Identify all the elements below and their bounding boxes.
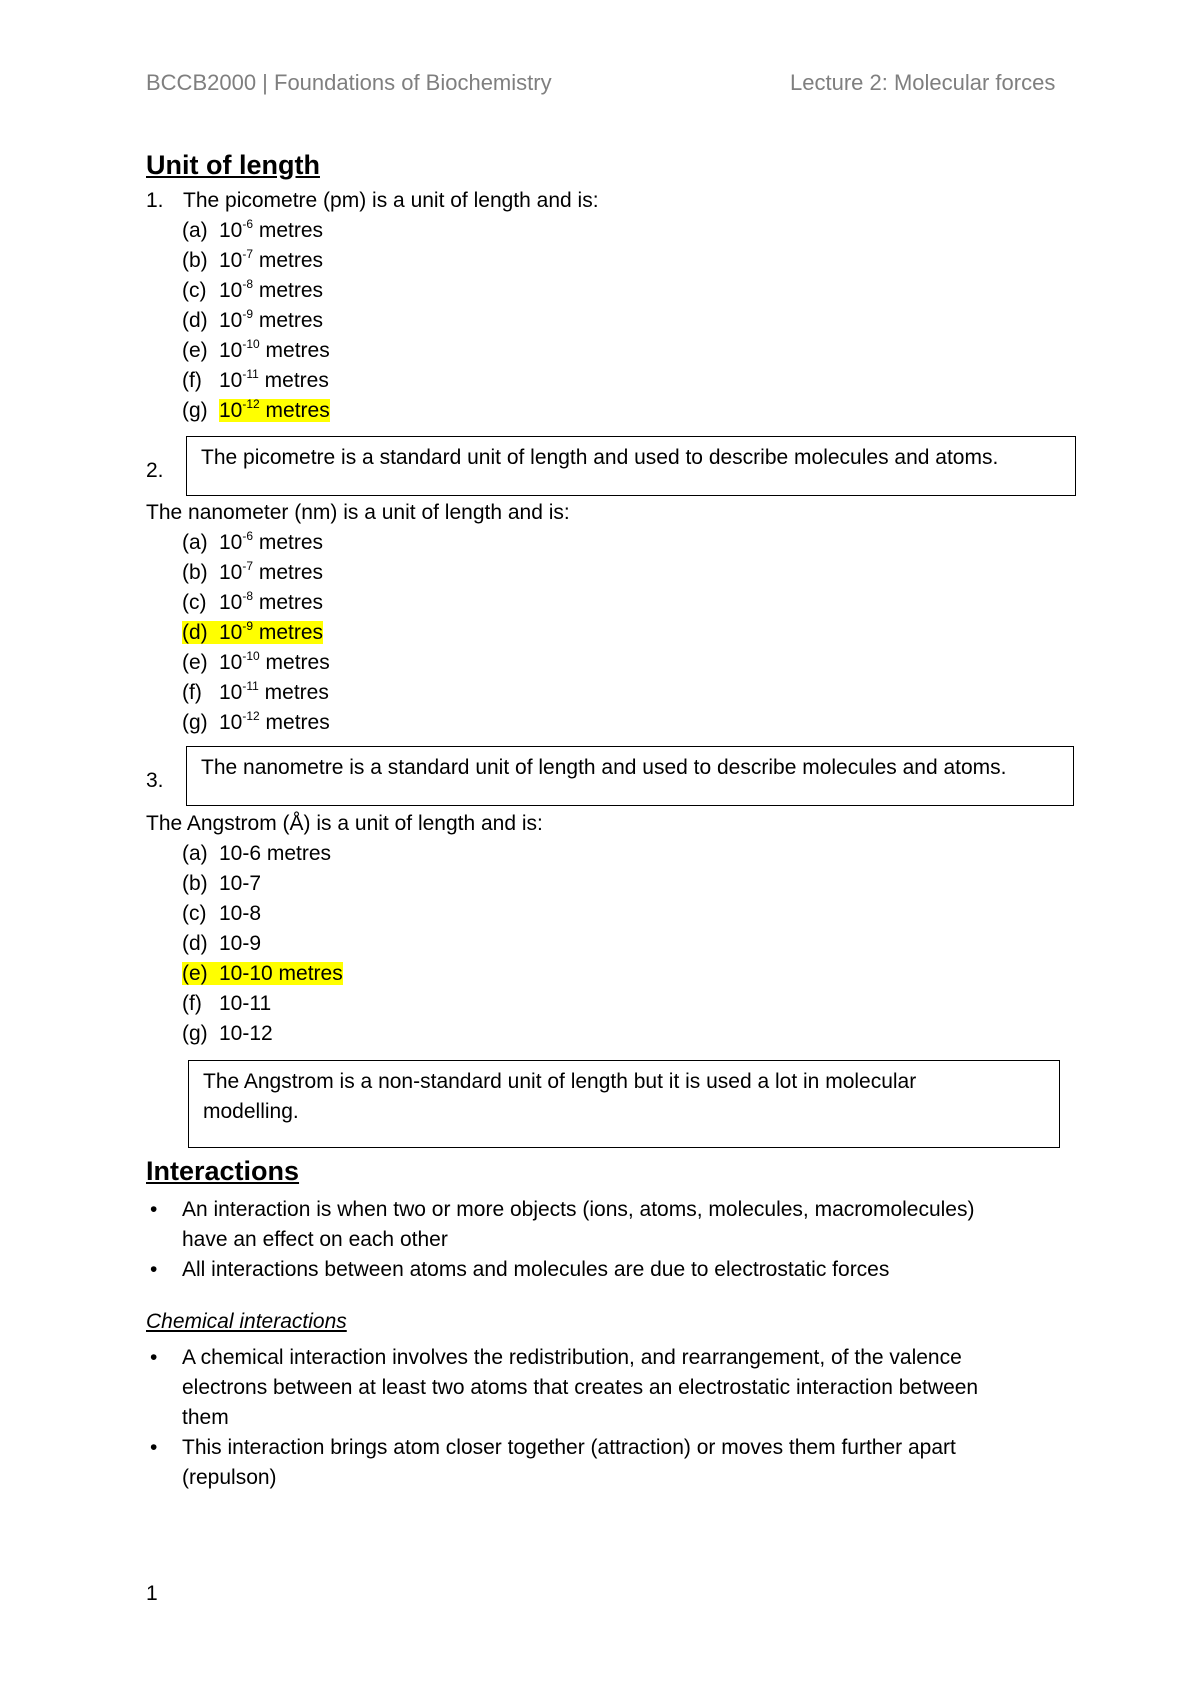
option-unit: metres (253, 531, 324, 554)
question-text: The picometre (pm) is a unit of length and is: (183, 189, 599, 212)
option-base: 10 (219, 339, 243, 362)
option-content (182, 369, 329, 392)
option-exponent: -6 (242, 217, 254, 231)
answer-option (182, 218, 323, 244)
option-unit: metres (259, 399, 330, 422)
correct-answer-highlight (182, 621, 323, 644)
option-unit: metres (253, 591, 324, 614)
option-base: 10 (219, 531, 243, 554)
option-value: 10-7 (219, 872, 262, 895)
option-base: 10 (219, 309, 243, 332)
option-base: 10 (219, 621, 243, 644)
option-content (182, 279, 323, 302)
question-3-number: 3. (146, 769, 164, 792)
option-content (182, 711, 330, 734)
option-value: 10-12 (219, 1022, 273, 1045)
answer-option (182, 398, 330, 424)
answer-option (182, 931, 261, 957)
option-unit: metres (258, 681, 329, 704)
option-content (182, 219, 323, 242)
page-number: 1 (146, 1582, 158, 1605)
bullet-text (182, 1195, 974, 1255)
option-label: (e) (182, 651, 208, 674)
option-base: 10 (219, 399, 243, 422)
bullet-dot: • (150, 1436, 158, 1459)
option-unit: metres (259, 711, 330, 734)
option-base: 10 (219, 681, 243, 704)
answer-option (182, 590, 323, 616)
option-label: (b) (182, 561, 208, 584)
option-content (182, 249, 323, 272)
bullet-text (182, 1255, 889, 1285)
option-content (182, 872, 261, 895)
header-course: BCCB2000 | Foundations of Biochemistry (146, 70, 552, 95)
answer-option (182, 308, 323, 334)
answer-option (182, 1021, 273, 1047)
option-content (182, 1022, 273, 1045)
answer-option (182, 338, 330, 364)
option-label: (c) (182, 279, 207, 302)
option-unit: metres (253, 561, 324, 584)
option-label: (d) (182, 932, 208, 955)
option-exponent: -10 (242, 337, 260, 351)
option-label: (c) (182, 902, 207, 925)
option-content (182, 531, 323, 554)
option-exponent: -7 (242, 559, 254, 573)
option-label: (d) (182, 621, 208, 644)
answer-option (182, 991, 271, 1017)
bullet-text (182, 1343, 978, 1433)
option-unit: metres (253, 219, 324, 242)
option-unit: metres (253, 309, 324, 332)
option-content (182, 992, 271, 1015)
option-exponent: -10 (242, 649, 260, 663)
option-value: 10-6 metres (219, 842, 332, 865)
answer-option (182, 871, 261, 897)
option-content (182, 309, 323, 332)
question-number: 1. (146, 189, 164, 212)
option-label: (e) (182, 962, 208, 985)
bullet-text-line: (repulson) (182, 1466, 277, 1489)
option-content (182, 842, 331, 865)
answer-option (182, 278, 323, 304)
note-box-nanometre (186, 746, 1074, 806)
note-text-line-1: The Angstrom is a non-standard unit of length but it is used a lot in molecular (203, 1070, 917, 1093)
note-text-line-2: modelling. (203, 1100, 299, 1123)
option-label: (g) (182, 1022, 208, 1045)
option-base: 10 (219, 249, 243, 272)
question-2-text: The nanometer (nm) is a unit of length and is: (146, 501, 570, 524)
option-value: 10-10 metres (219, 962, 343, 985)
option-label: (g) (182, 711, 208, 734)
option-base: 10 (219, 591, 243, 614)
question-1 (146, 188, 599, 214)
section-title-unit-of-length: Unit of length (146, 150, 320, 180)
option-base: 10 (219, 219, 243, 242)
subheading-chemical-interactions: Chemical interactions (146, 1310, 347, 1333)
option-exponent: -12 (242, 709, 260, 723)
bullet-text-line: electrons between at least two atoms that creates an electrostatic interaction between (182, 1376, 979, 1399)
option-base: 10 (219, 279, 243, 302)
option-exponent: -8 (242, 589, 254, 603)
option-base: 10 (219, 711, 243, 734)
option-label: (a) (182, 842, 208, 865)
option-label: (f) (182, 681, 202, 704)
bullet-text-line: All interactions between atoms and molecules are due to electrostatic forces (182, 1258, 890, 1281)
option-label: (e) (182, 339, 208, 362)
option-value: 10-9 (219, 932, 262, 955)
bullet-text (182, 1433, 956, 1493)
option-label: (c) (182, 591, 207, 614)
option-content (182, 561, 323, 584)
option-content (182, 932, 261, 955)
option-value: 10-8 (219, 902, 262, 925)
answer-option (182, 530, 323, 556)
option-label: (f) (182, 992, 202, 1015)
option-label: (b) (182, 249, 208, 272)
note-box-picometre (186, 436, 1076, 496)
bullet-text-line: An interaction is when two or more objects (ions, atoms, molecules, macromolecules) (182, 1198, 975, 1221)
answer-option (182, 650, 330, 676)
answer-option (182, 680, 329, 706)
question-3-text: The Angstrom (Å) is a unit of length and is: (146, 812, 543, 835)
note-box-angstrom (188, 1060, 1060, 1148)
header-lecture: Lecture 2: Molecular forces (790, 70, 1056, 95)
option-exponent: -11 (242, 367, 259, 381)
option-content (182, 591, 323, 614)
answer-option (182, 248, 323, 274)
answer-option (182, 560, 323, 586)
option-label: (a) (182, 531, 208, 554)
option-content (182, 339, 330, 362)
option-content (182, 651, 330, 674)
option-exponent: -9 (242, 307, 254, 321)
option-content (182, 681, 329, 704)
answer-option (182, 841, 331, 867)
option-exponent: -8 (242, 277, 254, 291)
answer-option (182, 901, 261, 927)
option-exponent: -6 (242, 529, 254, 543)
option-label: (a) (182, 219, 208, 242)
option-exponent: -12 (242, 397, 260, 411)
correct-answer-highlight (219, 399, 330, 422)
note-text: The nanometre is a standard unit of length and used to describe molecules and atoms. (201, 756, 1007, 779)
answer-option (182, 368, 329, 394)
option-label: (g) (182, 399, 208, 422)
option-exponent: -11 (242, 679, 259, 693)
bullet-dot: • (150, 1198, 158, 1221)
option-exponent: -7 (242, 247, 254, 261)
answer-option (182, 710, 330, 736)
option-exponent: -9 (242, 619, 254, 633)
option-unit: metres (253, 621, 324, 644)
section-title-interactions: Interactions (146, 1156, 300, 1186)
bullet-text-line: This interaction brings atom closer together (attraction) or moves them further apart (182, 1436, 956, 1459)
option-unit: metres (259, 339, 330, 362)
option-unit: metres (258, 369, 329, 392)
option-unit: metres (253, 249, 324, 272)
option-label: (f) (182, 369, 202, 392)
option-base: 10 (219, 561, 243, 584)
option-unit: metres (253, 279, 324, 302)
bullet-dot: • (150, 1258, 158, 1281)
option-unit: metres (259, 651, 330, 674)
bullet-text-line: them (182, 1406, 229, 1429)
bullet-text-line: A chemical interaction involves the redistribution, and rearrangement, of the valence (182, 1346, 962, 1369)
note-text: The picometre is a standard unit of length and used to describe molecules and atoms. (201, 446, 999, 469)
bullet-text-line: have an effect on each other (182, 1228, 448, 1251)
correct-answer-highlight (182, 962, 343, 985)
option-content (182, 902, 261, 925)
question-2-number: 2. (146, 459, 164, 482)
option-label: (b) (182, 872, 208, 895)
bullet-dot: • (150, 1346, 158, 1369)
answer-option (182, 961, 343, 987)
option-base: 10 (219, 651, 243, 674)
answer-option (182, 620, 323, 646)
option-label: (d) (182, 309, 208, 332)
option-value: 10-11 (219, 992, 272, 1015)
option-base: 10 (219, 369, 243, 392)
